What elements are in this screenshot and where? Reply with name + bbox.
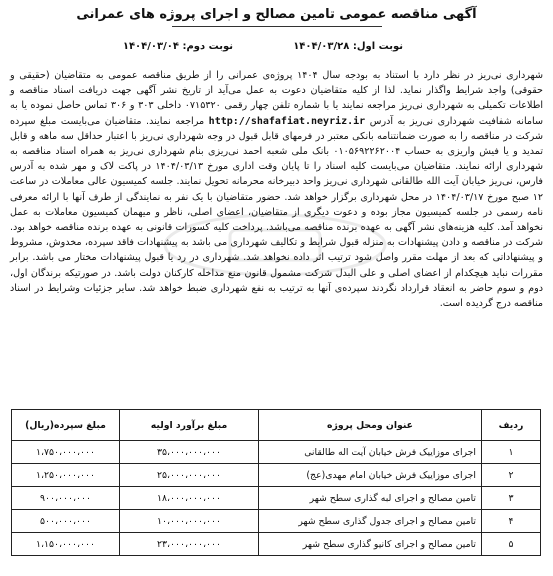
row-number: ۳ [482,487,541,510]
header-deposit-amount: مبلغ سپرده(ریال) [12,410,120,441]
project-title: تامین مصالح و اجرای لبه گذاری سطح شهر [259,487,482,510]
project-title: تامین مصالح و اجرای کانیو گذاری سطح شهر [259,533,482,556]
project-title: اجرای موزاییک فرش خیابان آیت اله طالقانی [259,441,482,464]
title-underline [172,26,382,27]
body-text-part-1: شهرداری نی‌ریز در نظر دارد با استناد به بودجه سال ۱۴۰۴ پروژه‌ی عمرانی را از طریق مناقصه عمومی به متقاضیان (حقیقی و حقوقی) واجد شرایط واگذار نماید. لذا از کلیه متقاضیان دعوت به عمل می‌آید از تاریخ نشر آگهی جهت دریافت اسناد مناقصه و اطلاعات تکمیلی به شهرداری نی‌ریز مراجعه نمایند یا با شماره تلفن چهار رقمی ۰۷۱۵۳۲۰ داخلی ۳۰۳ و ۳۰۶ تماس حاصل نموده یا به سامانه شفافیت شهرداری نی‌ریز به آدرس [10,70,543,127]
notice-body [10,68,543,311]
projects-table [11,409,541,556]
deposit-amount: ۹۰۰،۰۰۰،۰۰۰ [12,487,120,510]
project-title: تامین مصالح و اجرای جدول گذاری سطح شهر [259,510,482,533]
transparency-url[interactable]: http://shafafiat.neyriz.ir [208,115,366,127]
initial-estimate: ۱۸،۰۰۰،۰۰۰،۰۰۰ [120,487,259,510]
initial-estimate: ۲۳،۰۰۰،۰۰۰،۰۰۰ [120,533,259,556]
initial-estimate: ۱۰،۰۰۰،۰۰۰،۰۰۰ [120,510,259,533]
table-row [12,441,541,464]
initial-estimate: ۳۵،۰۰۰،۰۰۰،۰۰۰ [120,441,259,464]
table-row [12,533,541,556]
notice-title: آگهی مناقصه عمومی تامین مصالح و اجرای پروژه های عمرانی [76,7,477,22]
row-number: ۵ [482,533,541,556]
header-row-number: ردیف [482,410,541,441]
row-number: ۱ [482,441,541,464]
deposit-amount: ۱،۷۵۰،۰۰۰،۰۰۰ [12,441,120,464]
header-initial-estimate: مبلغ برآورد اولیه [120,410,259,441]
initial-estimate: ۲۵،۰۰۰،۰۰۰،۰۰۰ [120,464,259,487]
first-turn-date: نوبت اول: ۱۴۰۴/۰۳/۲۸ [293,41,403,52]
deposit-amount: ۱،۱۵۰،۰۰۰،۰۰۰ [12,533,120,556]
row-number: ۲ [482,464,541,487]
row-number: ۴ [482,510,541,533]
header-project-title: عنوان ومحل پروژه [259,410,482,441]
table-row [12,487,541,510]
deposit-amount: ۵۰۰،۰۰۰،۰۰۰ [12,510,120,533]
second-turn-date: نوبت دوم: ۱۴۰۴/۰۳/۰۴ [122,41,233,52]
table-row [12,510,541,533]
project-title: اجرای موزاییک فرش خیابان امام مهدی(عج) [259,464,482,487]
table-row [12,464,541,487]
deposit-amount: ۱،۲۵۰،۰۰۰،۰۰۰ [12,464,120,487]
table-header-row [12,410,541,441]
body-text-part-2: مراجعه نمایند. متقاضیان می‌بایست مبلغ سپرده شرکت در مناقصه را به صورت ضمانتنامه بانکی معتبر در فرمهای قابل قبول در وجه شهرداری نی‌ریز با اعتبار حداقل سه ماهه و قابل تمدید و یا فیش واریزی به حساب ۰۱۰۵۶۹۲۲۶۲۰۰۴ بانک ملی شعبه احمد نی‌ریزی بنام شهرداری نی‌ریز به همراه اسناد مناقصه به شهرداری ارائه نمایند. متقاضیان می‌بایست کلیه اسناد را تا پایان وقت اداری مورخ ۱۴۰۴/۰۳/۱۳ در پاکت لاک و مهر شده به آدرس فارس، نی‌ریز خیابان آیت الله طالقانی شهرداری نی‌ریز واحد دبیرخانه محرمانه تحویل نمایند. جلسه کمیسیون عالی معاملات در ساعت ۱۲ صبح مورخ ۱۴۰۴/۰۳/۱۷ در محل شهرداری برگزار خواهد شد. حضور متقاضیان با یک نفر به نمایندگی از طرف آنها با ارائه معرفی نامه رسمی در جلسه کمیسیون مجاز بوده و دعوت دیگری از متقاضیان، اعضای اصلی، ناظر و میهمان کمیسیون معاملات به عمل نخواهد آمد. کلیه هزینه‌های نشر آگهی به عهده برنده مناقصه می‌باشد. پرداخت کلیه کسورات قانونی به عهده برنده مناقصه خواهد بود. شرکت در مناقصه و دادن پیشنهادات به منزله قبول شرایط و تکالیف شهرداری می باشد به پیشنهادات فاقد سپرده، مخدوش، مشروط و پیشنهاداتی که بعد از مهلت مقرر واصل شود ترتیب اثر داده نخواهد شد. شهرداری در رد یا قبول پیشنهادات مختار می باشد. برابر مقررات نباید هیچکدام از اعضای اصلی و علی البدل شرکت مشمول قانون منع مداخله کارکنان دولت باشد. در صورتیکه برندگان اول، دوم و سوم حاضر به انعقاد قرارداد نگردند سپرده‌ی آنها به ترتیب به نفع شهرداری ضبط خواهد شد. سایر جزئیات وشرایط در اسناد مناقصه درج گردیده است. [10,115,544,310]
